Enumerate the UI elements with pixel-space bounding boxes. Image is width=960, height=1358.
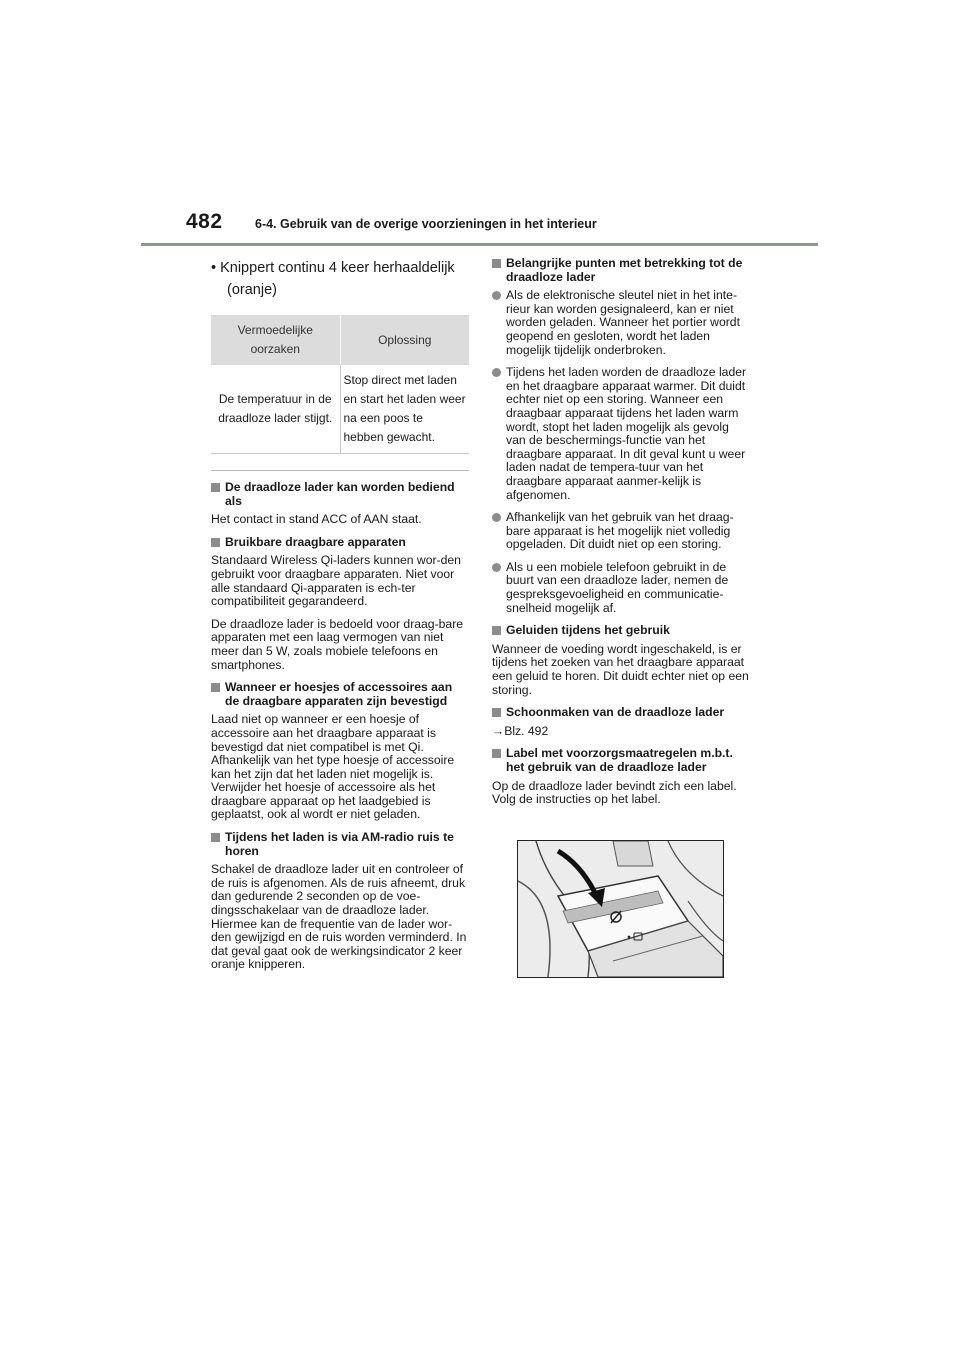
intro-bullet: • Knippert continu 4 keer herhaaldelijk (oranje) <box>211 260 455 298</box>
list-item: Tijdens het laden worden de draadloze lader en het draagbare apparaat warmer. Dit duidt echter niet op een storing. Wanneer een draagbaar apparaat tijdens het laden warm wordt, stopt het laden mogelijk als gevolg van de beschermings-functie van het draagbare apparaat. In dit geval kunt u weer laden nadat de tempera-tuur van het draagbare apparaat aanmer-kelijk is afgenomen. <box>492 366 750 502</box>
square-bullet-icon <box>492 259 501 268</box>
square-bullet-icon <box>211 483 220 492</box>
section-heading: Wanneer er hoesjes of accessoires aan de draagbare apparaten zijn bevestigd <box>211 681 469 708</box>
table-cell-solution: Stop direct met laden en start het laden weer na een poos te hebben gewacht. <box>340 365 469 454</box>
causes-table <box>211 315 469 454</box>
circle-bullet-icon <box>492 368 501 377</box>
wireless-charger-figure <box>517 840 724 978</box>
section-heading: Tijdens het laden is via AM-radio ruis te horen <box>211 831 469 858</box>
paragraph: Schakel de draadloze lader uit en controleer of de ruis is afgenomen. Als de ruis afneemt, druk dan gedurende 2 seconden op de voe-dingsschakelaar van de draadloze lader. Hiermee kan de frequentie van de lader wor-den gewijzigd en de ruis worden verminderd. In dat geval gaat ook de werkingsindicator 2 keer oranje knipperen. <box>211 862 467 972</box>
page-reference[interactable]: →Blz. 492 <box>492 723 549 738</box>
list-item: Als de elektronische sleutel niet in het inte-rieur kan worden gesignaleerd, kan er niet worden geladen. Wanneer het portier wordt geopend en gesloten, wordt het laden mogelijk tijdelijk onderbroken. <box>492 289 750 357</box>
list-item: Als u een mobiele telefoon gebruikt in de buurt van een draadloze lader, nemen de gespreksgevoeligheid en communicatie-snelheid mogelijk af. <box>492 561 750 615</box>
list-item: Afhankelijk van het gebruik van het draag-bare apparaat is het mogelijk niet volledig opgeladen. Dit duidt niet op een storing. <box>492 511 750 552</box>
section-heading: Bruikbare draagbare apparaten <box>211 536 469 550</box>
square-bullet-icon <box>492 626 501 635</box>
page-number: 482 <box>186 210 223 233</box>
section-heading: Schoonmaken van de draadloze lader <box>492 706 750 720</box>
circle-bullet-icon <box>492 563 501 572</box>
table-row <box>211 365 469 454</box>
section-heading: Label met voorzorgsmaatregelen m.b.t. het gebruik van de draadloze lader <box>492 747 750 774</box>
table-header-cause: Vermoedelijke oorzaken <box>211 315 340 365</box>
paragraph: De draadloze lader is bedoeld voor draag-bare apparaten met een laag vermogen van niet meer dan 5 W, zoals mobiele telefoons en smartphones. <box>211 616 464 672</box>
square-bullet-icon <box>211 683 220 692</box>
paragraph: Standaard Wireless Qi-laders kunnen wor-den gebruikt voor draagbare apparaten. Niet voor alle standaard Qi-apparaten is ech-ter compatibiliteit gegarandeerd. <box>211 553 461 609</box>
paragraph: Laad niet op wanneer er een hoesje of accessoire aan het draagbare apparaat is bevestigd dat niet compatibel is met Qi. Afhankelijk van het type hoesje of accessoire kan het zijn dat het laden niet mogelijk is. Verwijder het hoesje of accessoire als het draagbare apparaat op het laadgebied is geplaatst, ook al wordt er niet geladen. <box>211 712 455 822</box>
left-column <box>211 257 469 981</box>
table-header-solution: Oplossing <box>340 315 469 365</box>
section-title: 6-4. Gebruik van de overige voorzieningen in het interieur <box>255 217 597 231</box>
paragraph: Wanneer de voeding wordt ingeschakeld, is er tijdens het zoeken van het draagbare apparaat een geluid te horen. Dit duidt echter niet op een storing. <box>492 641 749 697</box>
section-heading: Belangrijke punten met betrekking tot de draadloze lader <box>492 257 750 284</box>
divider <box>211 470 469 471</box>
charger-illustration <box>518 841 723 977</box>
paragraph: Op de draadloze lader bevindt zich een label. Volg de instructies op het label. <box>492 778 737 807</box>
header-rule <box>141 243 818 246</box>
right-column <box>492 257 750 816</box>
section-heading: Geluiden tijdens het gebruik <box>492 624 750 638</box>
square-bullet-icon <box>211 538 220 547</box>
square-bullet-icon <box>492 708 501 717</box>
table-cell-cause: De temperatuur in de draadloze lader stijgt. <box>211 365 340 454</box>
paragraph: Het contact in stand ACC of AAN staat. <box>211 512 422 527</box>
section-heading: De draadloze lader kan worden bediend als <box>211 481 469 508</box>
circle-bullet-icon <box>492 513 501 522</box>
square-bullet-icon <box>492 749 501 758</box>
circle-bullet-icon <box>492 291 501 300</box>
square-bullet-icon <box>211 833 220 842</box>
